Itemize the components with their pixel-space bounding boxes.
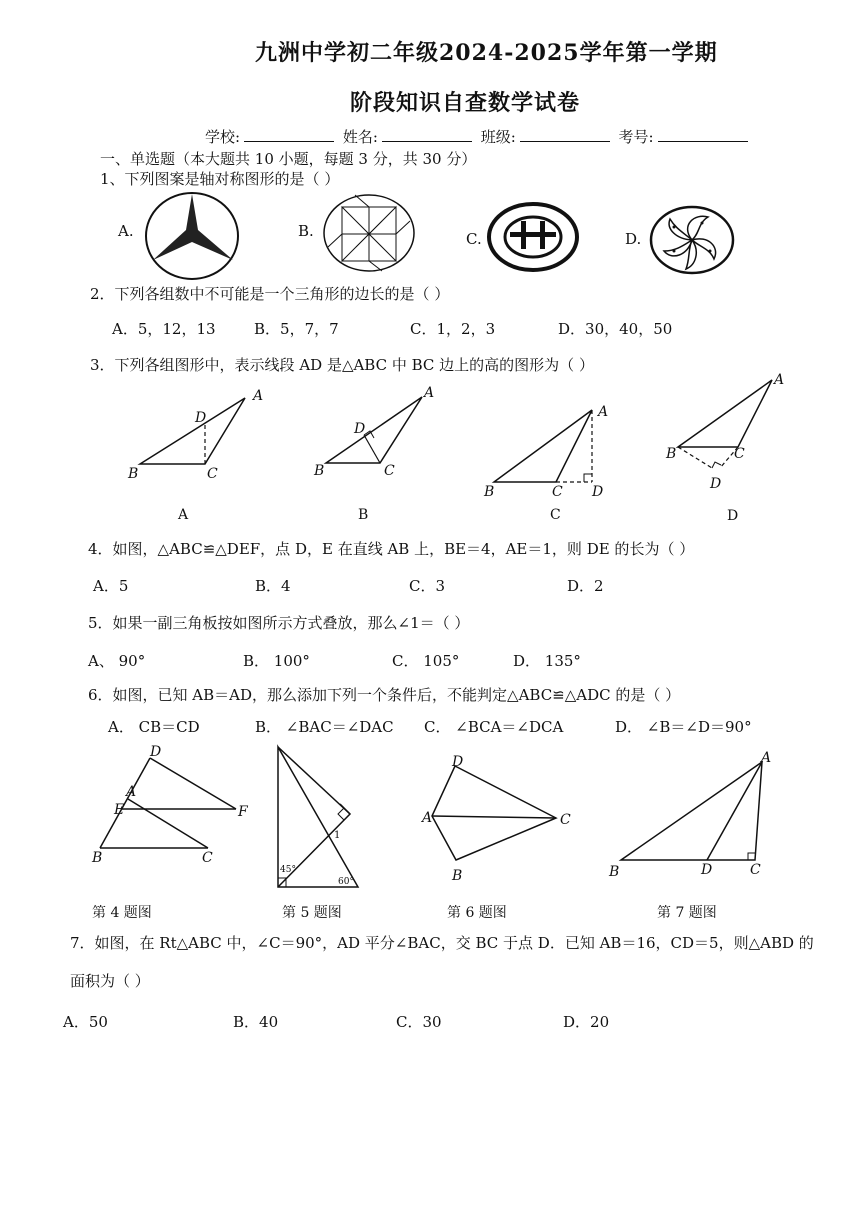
svg-text:F: F xyxy=(238,804,248,820)
q7-option-c: C．30 xyxy=(396,1013,442,1031)
q1-figure-d xyxy=(650,205,735,275)
fig5-angle-60: 60° xyxy=(338,877,354,887)
svg-text:A: A xyxy=(774,372,785,388)
q5-option-c: C． 105° xyxy=(392,652,460,670)
svg-text:C: C xyxy=(202,850,213,866)
svg-text:D: D xyxy=(710,476,722,492)
svg-text:D: D xyxy=(354,421,366,437)
q6-option-a: A． CB＝CD xyxy=(108,718,200,736)
school-blank xyxy=(244,141,334,142)
fig6-diagram xyxy=(420,752,580,887)
q5-option-a: A、 90° xyxy=(88,652,146,670)
q2-option-d: D．30，40，50 xyxy=(558,320,673,338)
q7-stem-line1: 7．如图，在 Rt△ABC 中，∠C＝90°，AD 平分∠BAC，交 BC 于点 D．已知 AB＝16，CD＝5，则△ABD 的 xyxy=(70,934,814,952)
q3-caption-c: C xyxy=(550,507,561,523)
q7-option-d: D．20 xyxy=(563,1013,610,1031)
q1-label-c: C. xyxy=(466,230,482,248)
q5-option-b: B． 100° xyxy=(243,652,310,670)
fig4-diagram xyxy=(88,744,253,872)
q6-option-c: C． ∠BCA＝∠DCA xyxy=(424,718,564,736)
fig7-diagram xyxy=(605,750,785,880)
svg-text:B: B xyxy=(666,446,677,462)
q1-label-d: D. xyxy=(625,230,642,248)
svg-text:B: B xyxy=(609,864,620,880)
q3-caption-b: B xyxy=(358,507,369,523)
q3-caption-a: A xyxy=(178,507,189,523)
q7-stem-line2: 面积为（ ） xyxy=(70,972,150,990)
q6-stem: 6．如图，已知 AB＝AD，那么添加下列一个条件后，不能判定△ABC≌△ADC 的是（ ） xyxy=(88,686,681,704)
fig5-caption: 第 5 题图 xyxy=(282,905,342,921)
svg-text:C: C xyxy=(384,463,395,479)
section-heading: 一、单选题（本大题共 10 小题，每题 3 分，共 30 分） xyxy=(100,150,477,168)
svg-text:C: C xyxy=(560,812,571,828)
q1-stem: 1、下列图案是轴对称图形的是（ ） xyxy=(100,170,340,188)
fig4-caption: 第 4 题图 xyxy=(92,905,152,921)
q3-figure-d xyxy=(660,372,785,492)
q4-option-d: D．2 xyxy=(567,577,604,595)
q4-option-c: C．3 xyxy=(409,577,446,595)
q5-stem: 5．如果一副三角板按如图所示方式叠放，那么∠1＝（ ） xyxy=(88,614,470,632)
svg-text:B: B xyxy=(452,868,463,884)
svg-text:B: B xyxy=(314,463,325,479)
exam-subtitle: 阶段知识自查数学试卷 xyxy=(350,90,581,116)
svg-text:B: B xyxy=(128,466,139,482)
school-label: 学校: xyxy=(205,128,241,146)
exam-no-label: 考号: xyxy=(618,128,654,146)
fig5-angle-1: 1 xyxy=(334,830,341,841)
name-blank xyxy=(382,141,472,142)
q3-caption-d: D xyxy=(727,508,739,524)
q2-option-a: A．5，12，13 xyxy=(112,320,216,338)
fig5-diagram xyxy=(272,742,372,892)
svg-text:A: A xyxy=(598,404,609,420)
class-blank xyxy=(520,141,610,142)
q1-figure-b xyxy=(322,193,417,273)
q7-option-b: B．40 xyxy=(233,1013,279,1031)
q2-option-b: B．5，7，7 xyxy=(254,320,339,338)
svg-text:C: C xyxy=(734,446,745,462)
exam-title: 九洲中学初二年级2024-2025学年第一学期 xyxy=(255,40,718,66)
student-info-row xyxy=(205,126,752,147)
exam-no-blank xyxy=(658,141,748,142)
svg-text:A: A xyxy=(424,385,435,401)
svg-text:A: A xyxy=(422,810,433,826)
q4-option-a: A．5 xyxy=(93,577,129,595)
q2-stem: 2．下列各组数中不可能是一个三角形的边长的是（ ） xyxy=(90,285,450,303)
q4-stem: 4．如图，△ABC≌△DEF，点 D，E 在直线 AB 上，BE＝4，AE＝1，则 DE 的长为（ ） xyxy=(88,540,695,558)
q3-figure-c xyxy=(480,400,615,500)
q4-option-b: B．4 xyxy=(255,577,291,595)
svg-text:D: D xyxy=(701,862,713,878)
svg-text:D: D xyxy=(452,754,464,770)
q3-figure-b xyxy=(312,385,442,480)
fig7-caption: 第 7 题图 xyxy=(657,905,717,921)
q2-option-c: C．1，2，3 xyxy=(410,320,496,338)
svg-text:C: C xyxy=(750,862,761,878)
svg-text:B: B xyxy=(484,484,495,500)
class-label: 班级: xyxy=(480,128,516,146)
svg-text:D: D xyxy=(195,410,207,426)
svg-text:A: A xyxy=(761,750,772,766)
fig5-angle-45: 45° xyxy=(280,865,296,875)
q5-option-d: D． 135° xyxy=(513,652,581,670)
svg-text:C: C xyxy=(207,466,218,482)
svg-text:B: B xyxy=(92,850,103,866)
q1-figure-a xyxy=(145,192,240,282)
svg-text:E: E xyxy=(114,802,125,818)
q3-stem: 3．下列各组图形中，表示线段 AD 是△ABC 中 BC 边上的高的图形为（ ） xyxy=(90,356,594,374)
fig6-caption: 第 6 题图 xyxy=(447,905,507,921)
q7-option-a: A．50 xyxy=(63,1013,108,1031)
q6-option-b: B． ∠BAC＝∠DAC xyxy=(255,718,394,736)
svg-text:A: A xyxy=(126,784,137,800)
q1-figure-c xyxy=(488,203,578,273)
name-label: 姓名: xyxy=(342,128,378,146)
svg-text:D: D xyxy=(592,484,604,500)
svg-text:A: A xyxy=(253,388,264,404)
q6-option-d: D． ∠B＝∠D＝90° xyxy=(615,718,752,736)
q1-label-a: A. xyxy=(118,222,134,240)
svg-text:D: D xyxy=(150,744,162,760)
q1-label-b: B. xyxy=(298,222,314,240)
svg-text:C: C xyxy=(552,484,563,500)
q3-figure-a xyxy=(125,388,270,483)
